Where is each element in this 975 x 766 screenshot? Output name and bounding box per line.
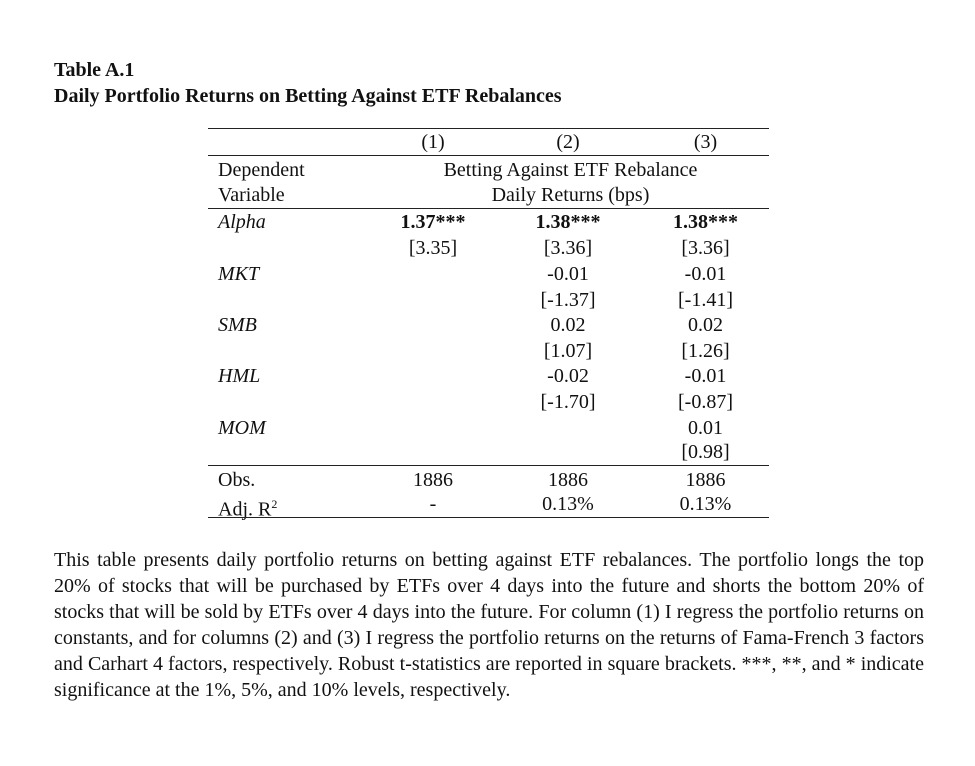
- row-label-mkt: MKT: [218, 263, 260, 285]
- tstat-hml-3: [-0.87]: [678, 391, 733, 413]
- coef-alpha-2: 1.38***: [535, 211, 601, 233]
- tstat-alpha-1: [3.35]: [408, 237, 458, 259]
- coef-hml-2: -0.02: [547, 365, 589, 387]
- obs-1: 1886: [413, 469, 453, 491]
- tstat-smb-2: [1.07]: [543, 340, 593, 362]
- tstat-alpha-2: [3.36]: [543, 237, 593, 259]
- table-title-block: [54, 57, 562, 109]
- tstat-smb-3: [1.26]: [681, 340, 730, 362]
- adj-r2-superscript: 2: [271, 497, 278, 511]
- obs-3: 1886: [685, 469, 726, 491]
- table-note: This table presents daily portfolio returns on betting against ETF rebalances. The portfolio longs the top 20% of stocks that will be purchased by ETFs over 4 days into the future and shorts the bottom 20% of stocks that will be sold by ETFs over 4 days into the future. For column (1) I regress the portfolio returns on constants, and for columns (2) and (3) I regress the portfolio returns on the returns of Fama-French 3 factors and Carhart 4 factors, respectively. Robust t-statistics are reported in square brackets. ***, **, and * indicate significance at the 1%, 5%, and 10% levels, respectively.: [54, 549, 924, 701]
- top-rule: [208, 128, 769, 129]
- header-rule: [208, 155, 769, 156]
- adj-r2-1: -: [429, 493, 437, 515]
- tstat-mom-3: [0.98]: [681, 441, 730, 463]
- coef-mkt-2: -0.01: [547, 263, 589, 285]
- column-header-rule: [208, 208, 769, 209]
- tstat-hml-2: [-1.70]: [540, 391, 596, 413]
- column-number-1: (1): [421, 131, 445, 153]
- table-title: Daily Portfolio Returns on Betting Against ETF Rebalances: [54, 85, 562, 107]
- dependent-variable-value: Betting Against ETF Rebalance: [443, 159, 698, 181]
- coef-mom-3: 0.01: [688, 417, 723, 439]
- dependent-variable-label: Dependent: [218, 159, 305, 181]
- adj-r2-text: Adj. R: [218, 498, 272, 521]
- dependent-variable-value-2: Daily Returns (bps): [491, 184, 650, 206]
- coef-smb-2: 0.02: [550, 314, 586, 336]
- tstat-alpha-3: [3.36]: [681, 237, 730, 259]
- adj-r2-3: 0.13%: [679, 493, 732, 515]
- adj-r2-2: 0.13%: [542, 493, 594, 515]
- column-number-2: (2): [556, 131, 580, 153]
- obs-2: 1886: [548, 469, 588, 491]
- table-number: Table A.1: [54, 59, 135, 81]
- bottom-rule: [208, 517, 769, 518]
- tstat-mkt-3: [-1.41]: [678, 289, 733, 311]
- row-label-smb: SMB: [218, 314, 257, 336]
- tstat-mkt-2: [-1.37]: [540, 289, 596, 311]
- row-label-alpha: Alpha: [218, 211, 266, 233]
- column-number-3: (3): [693, 131, 718, 153]
- row-label-mom: MOM: [218, 417, 266, 439]
- coef-alpha-3: 1.38***: [673, 211, 738, 233]
- row-label-hml: HML: [218, 365, 261, 387]
- coef-hml-3: -0.01: [684, 365, 727, 387]
- coef-mkt-3: -0.01: [684, 263, 727, 285]
- stats-rule: [208, 465, 769, 466]
- coef-alpha-1: 1.37***: [400, 211, 466, 233]
- dependent-variable-label-2: Variable: [218, 184, 285, 206]
- coef-smb-3: 0.02: [688, 314, 723, 336]
- row-label-obs: Obs.: [218, 469, 256, 491]
